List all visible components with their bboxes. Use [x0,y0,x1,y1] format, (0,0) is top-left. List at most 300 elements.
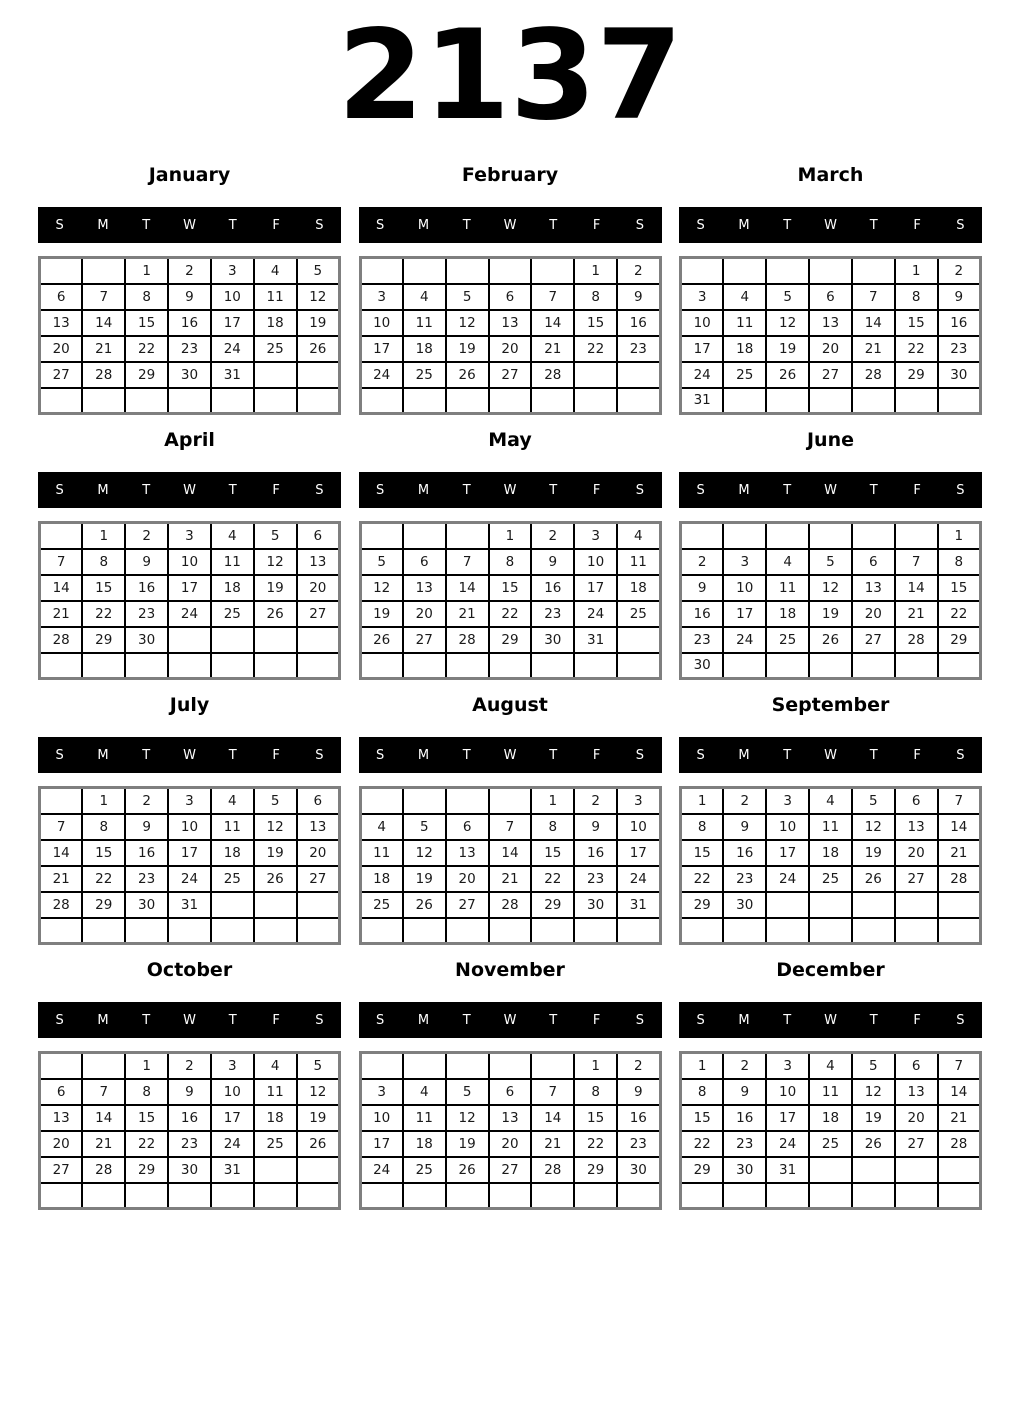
weekday-label: S [956,217,965,233]
week-row [360,840,660,866]
day-cell: 14 [82,1105,125,1131]
empty-day-cell [766,258,809,284]
empty-day-cell [297,388,340,414]
day-cell: 26 [360,627,403,653]
weekday-label: M [417,1012,430,1028]
week-row [681,1157,981,1183]
weekday-label: M [417,217,430,233]
weekday-label: W [503,217,517,233]
day-cell: 24 [574,601,617,627]
empty-day-cell [211,627,254,653]
empty-day-cell [403,1053,446,1079]
week-row [681,627,981,653]
empty-day-cell [40,1053,83,1079]
weekday-label: M [738,747,750,763]
day-cell: 23 [125,866,168,892]
weekday-label: W [824,1012,837,1028]
day-cell: 31 [574,627,617,653]
day-cell: 25 [254,1131,297,1157]
day-cell: 10 [360,1105,403,1131]
day-cell: 24 [617,866,660,892]
week-row [360,653,660,679]
weekday-label: M [738,482,750,498]
day-cell: 27 [895,1131,938,1157]
weekday-label: M [97,747,109,763]
month-december [679,959,982,1210]
empty-day-cell [360,523,403,549]
weekday-label: S [55,1012,64,1028]
weekday-label: W [183,747,196,763]
day-cell: 27 [297,601,340,627]
day-cell: 5 [852,788,895,814]
day-cell: 18 [723,336,766,362]
day-cell: 17 [211,310,254,336]
month-days-table [38,1051,341,1210]
weekday-label: T [462,217,471,233]
day-cell: 30 [125,892,168,918]
day-cell: 17 [723,601,766,627]
day-cell: 10 [766,1079,809,1105]
day-cell: 13 [852,575,895,601]
day-cell: 10 [168,549,211,575]
empty-day-cell [574,388,617,414]
empty-day-cell [297,1157,340,1183]
week-row [681,362,981,388]
day-cell: 3 [723,549,766,575]
week-row [40,788,340,814]
week-row [360,1157,660,1183]
day-cell: 7 [489,814,532,840]
empty-day-cell [403,918,446,944]
day-cell: 25 [211,866,254,892]
weekday-label: W [503,1012,517,1028]
weekday-label: T [462,1012,471,1028]
day-cell: 1 [681,1053,724,1079]
empty-day-cell [254,1157,297,1183]
weekday-label: M [97,482,109,498]
empty-day-cell [40,788,83,814]
day-cell: 25 [617,601,660,627]
weekday-label: W [503,482,517,498]
weekday-label: F [592,482,601,498]
weekday-label: T [142,1012,151,1028]
week-row [40,627,340,653]
week-row [40,814,340,840]
week-row [681,918,981,944]
day-cell: 20 [895,1105,938,1131]
day-cell: 31 [211,362,254,388]
month-days-table [679,1051,982,1210]
day-cell: 16 [168,310,211,336]
day-cell: 3 [766,788,809,814]
day-cell: 16 [125,840,168,866]
week-row [681,575,981,601]
empty-day-cell [574,918,617,944]
day-cell: 23 [723,1131,766,1157]
day-cell: 7 [82,1079,125,1105]
day-cell: 23 [617,336,660,362]
week-row [40,840,340,866]
day-cell: 8 [938,549,981,575]
empty-day-cell [125,1183,168,1209]
weekday-label: T [142,217,151,233]
day-cell: 17 [360,336,403,362]
empty-day-cell [360,1053,403,1079]
weekday-label: M [738,1012,750,1028]
day-cell: 20 [489,336,532,362]
day-cell: 4 [403,284,446,310]
day-cell: 4 [723,284,766,310]
empty-day-cell [446,258,489,284]
day-cell: 4 [211,523,254,549]
day-cell: 11 [723,310,766,336]
week-row [360,575,660,601]
day-cell: 12 [254,549,297,575]
day-cell: 1 [938,523,981,549]
day-cell: 3 [574,523,617,549]
day-cell: 1 [574,258,617,284]
weekday-label: W [503,747,517,763]
day-cell: 12 [297,284,340,310]
day-cell: 25 [809,866,852,892]
month-title: May [488,429,532,451]
empty-day-cell [254,653,297,679]
day-cell: 31 [617,892,660,918]
day-cell: 3 [211,1053,254,1079]
month-days-table [679,521,982,680]
empty-day-cell [254,627,297,653]
day-cell: 12 [403,840,446,866]
day-cell: 25 [723,362,766,388]
day-cell: 23 [938,336,981,362]
empty-day-cell [938,892,981,918]
day-cell: 14 [938,814,981,840]
day-cell: 3 [211,258,254,284]
empty-day-cell [360,788,403,814]
day-cell: 2 [681,549,724,575]
day-cell: 6 [489,284,532,310]
day-cell: 17 [617,840,660,866]
week-row [360,1053,660,1079]
day-cell: 23 [125,601,168,627]
day-cell: 25 [809,1131,852,1157]
empty-day-cell [723,918,766,944]
day-cell: 18 [766,601,809,627]
day-cell: 19 [403,866,446,892]
day-cell: 2 [938,258,981,284]
day-cell: 19 [446,336,489,362]
day-cell: 31 [681,388,724,414]
weekday-header-bar [38,472,341,508]
day-cell: 9 [723,1079,766,1105]
day-cell: 25 [766,627,809,653]
empty-day-cell [681,258,724,284]
empty-day-cell [895,388,938,414]
day-cell: 17 [211,1105,254,1131]
day-cell: 21 [82,336,125,362]
day-cell: 8 [125,1079,168,1105]
day-cell: 31 [211,1157,254,1183]
weekday-label: F [913,217,921,233]
weekday-label: S [696,217,705,233]
empty-day-cell [809,258,852,284]
day-cell: 4 [360,814,403,840]
day-cell: 30 [574,892,617,918]
weekday-label: S [696,747,705,763]
weekday-label: S [315,217,324,233]
day-cell: 7 [446,549,489,575]
day-cell: 16 [531,575,574,601]
day-cell: 7 [938,788,981,814]
weekday-label: W [183,217,196,233]
day-cell: 9 [681,575,724,601]
week-row [681,601,981,627]
weekday-label: S [635,482,644,498]
day-cell: 5 [360,549,403,575]
day-cell: 9 [125,814,168,840]
day-cell: 17 [360,1131,403,1157]
empty-day-cell [297,892,340,918]
day-cell: 2 [168,1053,211,1079]
empty-day-cell [211,892,254,918]
day-cell: 2 [723,788,766,814]
day-cell: 20 [297,840,340,866]
week-row [360,892,660,918]
week-row [40,523,340,549]
empty-day-cell [531,258,574,284]
empty-day-cell [766,892,809,918]
day-cell: 6 [895,1053,938,1079]
day-cell: 22 [82,866,125,892]
week-row [360,918,660,944]
day-cell: 11 [809,814,852,840]
day-cell: 19 [809,601,852,627]
day-cell: 9 [531,549,574,575]
empty-day-cell [360,1183,403,1209]
weekday-label: T [228,482,237,498]
empty-day-cell [82,258,125,284]
week-row [360,336,660,362]
day-cell: 18 [254,310,297,336]
empty-day-cell [40,523,83,549]
empty-day-cell [531,918,574,944]
day-cell: 10 [723,575,766,601]
empty-day-cell [852,523,895,549]
empty-day-cell [617,653,660,679]
day-cell: 31 [168,892,211,918]
weekday-label: S [635,217,644,233]
day-cell: 9 [168,284,211,310]
empty-day-cell [297,1183,340,1209]
empty-day-cell [574,653,617,679]
day-cell: 3 [681,284,724,310]
day-cell: 3 [360,1079,403,1105]
week-row [681,653,981,679]
month-days-table [359,786,662,945]
month-days-table [38,256,341,415]
month-days-table [38,521,341,680]
day-cell: 22 [82,601,125,627]
empty-day-cell [723,1183,766,1209]
empty-day-cell [938,388,981,414]
week-row [360,601,660,627]
day-cell: 8 [82,814,125,840]
day-cell: 21 [82,1131,125,1157]
empty-day-cell [809,653,852,679]
week-row [360,1079,660,1105]
weekday-label: S [696,482,705,498]
day-cell: 22 [938,601,981,627]
day-cell: 16 [723,1105,766,1131]
month-title: July [169,694,210,716]
day-cell: 14 [852,310,895,336]
day-cell: 16 [168,1105,211,1131]
day-cell: 20 [297,575,340,601]
day-cell: 11 [211,549,254,575]
month-title: August [472,694,548,716]
day-cell: 24 [766,866,809,892]
day-cell: 5 [403,814,446,840]
day-cell: 24 [168,601,211,627]
empty-day-cell [489,788,532,814]
empty-day-cell [254,362,297,388]
month-october [38,959,341,1210]
week-row [40,653,340,679]
day-cell: 30 [723,892,766,918]
day-cell: 22 [125,1131,168,1157]
month-title: November [455,959,565,981]
day-cell: 28 [531,362,574,388]
empty-day-cell [40,258,83,284]
day-cell: 11 [211,814,254,840]
week-row [681,258,981,284]
day-cell: 16 [938,310,981,336]
weekday-label: T [783,747,792,763]
day-cell: 19 [852,1105,895,1131]
week-row [360,1183,660,1209]
empty-day-cell [82,388,125,414]
empty-day-cell [809,1183,852,1209]
week-row [360,523,660,549]
weekday-label: S [956,747,965,763]
day-cell: 28 [938,1131,981,1157]
day-cell: 4 [617,523,660,549]
day-cell: 16 [617,1105,660,1131]
day-cell: 11 [766,575,809,601]
weekday-label: F [272,1012,280,1028]
weekday-header-bar [38,207,341,243]
day-cell: 3 [766,1053,809,1079]
day-cell: 7 [40,814,83,840]
empty-day-cell [489,388,532,414]
empty-day-cell [403,1183,446,1209]
day-cell: 21 [40,866,83,892]
day-cell: 27 [489,362,532,388]
empty-day-cell [531,653,574,679]
day-cell: 15 [574,1105,617,1131]
week-row [40,1079,340,1105]
day-cell: 26 [297,1131,340,1157]
day-cell: 21 [446,601,489,627]
empty-day-cell [852,1157,895,1183]
day-cell: 28 [852,362,895,388]
day-cell: 20 [895,840,938,866]
week-row [681,549,981,575]
empty-day-cell [211,653,254,679]
day-cell: 23 [168,336,211,362]
empty-day-cell [168,653,211,679]
weekday-label: F [913,1012,921,1028]
day-cell: 9 [168,1079,211,1105]
empty-day-cell [360,653,403,679]
day-cell: 14 [446,575,489,601]
month-title: February [461,164,559,186]
day-cell: 11 [617,549,660,575]
month-april [38,429,341,680]
day-cell: 14 [82,310,125,336]
weekday-label: S [55,482,64,498]
day-cell: 28 [531,1157,574,1183]
day-cell: 14 [40,575,83,601]
day-cell: 6 [489,1079,532,1105]
day-cell: 5 [254,523,297,549]
day-cell: 24 [360,1157,403,1183]
weekday-label: T [869,747,878,763]
weekday-label: S [956,482,965,498]
day-cell: 14 [489,840,532,866]
day-cell: 8 [489,549,532,575]
empty-day-cell [168,918,211,944]
empty-day-cell [681,1183,724,1209]
day-cell: 19 [360,601,403,627]
day-cell: 4 [766,549,809,575]
empty-day-cell [895,918,938,944]
day-cell: 17 [766,840,809,866]
week-row [40,892,340,918]
day-cell: 11 [403,1105,446,1131]
week-row [40,258,340,284]
day-cell: 30 [168,1157,211,1183]
day-cell: 1 [574,1053,617,1079]
empty-day-cell [446,523,489,549]
weekday-label: S [696,1012,705,1028]
day-cell: 26 [403,892,446,918]
day-cell: 19 [446,1131,489,1157]
day-cell: 9 [938,284,981,310]
empty-day-cell [723,258,766,284]
day-cell: 1 [681,788,724,814]
day-cell: 10 [617,814,660,840]
month-june [679,429,982,680]
empty-day-cell [809,523,852,549]
day-cell: 26 [446,1157,489,1183]
day-cell: 4 [211,788,254,814]
empty-day-cell [938,653,981,679]
day-cell: 21 [531,336,574,362]
empty-day-cell [254,1183,297,1209]
day-cell: 22 [681,1131,724,1157]
day-cell: 16 [681,601,724,627]
weekday-label: F [592,747,601,763]
day-cell: 17 [574,575,617,601]
day-cell: 29 [681,1157,724,1183]
month-days-table [359,521,662,680]
weekday-label: T [869,217,878,233]
day-cell: 12 [766,310,809,336]
day-cell: 6 [809,284,852,310]
day-cell: 6 [297,523,340,549]
week-row [40,388,340,414]
